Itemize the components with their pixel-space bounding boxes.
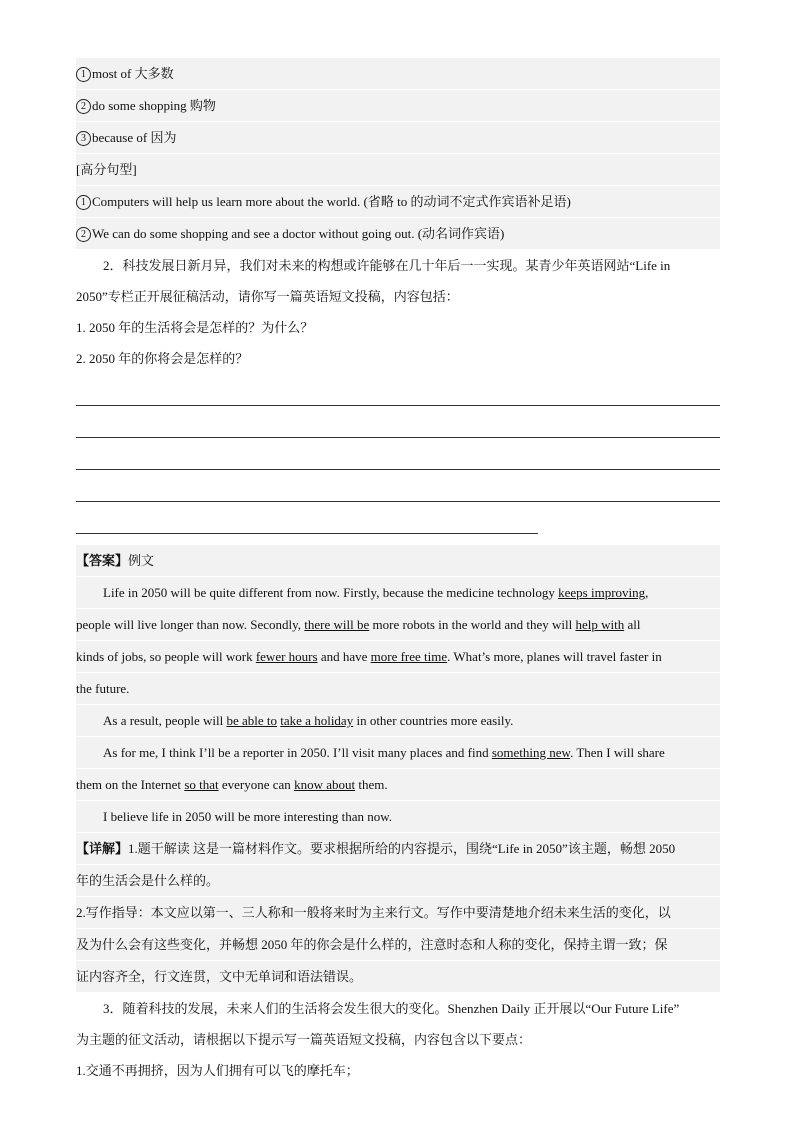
answer-text-line: kinds of jobs, so people will work fewer hours and have more free time. What’s more, planes will travel faster in (76, 641, 720, 673)
answer-text-line: As for me, I think I’ll be a reporter in 2050. I’ll visit many places and find something new. Then I will share (76, 737, 720, 769)
detail-line: 2.写作指导：本文应以第一、三人称和一般将来时为主来行文。写作中要清楚地介绍未来生活的变化，以 (76, 897, 720, 929)
writing-line[interactable] (76, 406, 720, 438)
circled-number: 1 (76, 195, 91, 210)
document-page (76, 58, 720, 1086)
circled-number: 2 (76, 227, 91, 242)
answer-text-line: people will live longer than now. Secondly, there will be more robots in the world and they will help with all (76, 609, 720, 641)
detail-line: 年的生活会是什么样的。 (76, 865, 720, 897)
answer-header: 【答案】例文 (76, 545, 720, 577)
circled-number: 3 (76, 131, 91, 146)
answer-text-line: As a result, people will be able to take a holiday in other countries more easily. (76, 705, 720, 737)
question-2-intro-cont: 2050”专栏正开展征稿活动，请你写一篇英语短文投稿，内容包括： (76, 289, 459, 304)
vocab-item: 1 most of 大多数 (76, 58, 720, 90)
sentences-header: [高分句型] (76, 154, 720, 186)
circled-number: 2 (76, 99, 91, 114)
sentence-item: 2 We can do some shopping and see a doctor without going out. (动名词作宾语) (76, 218, 720, 250)
detail-line: 证内容齐全，行文连贯，文中无单词和语法错误。 (76, 961, 720, 993)
answer-text-line: the future. (76, 673, 720, 705)
writing-line[interactable] (76, 502, 538, 534)
answer-text-line: I believe life in 2050 will be more interesting than now. (76, 801, 720, 833)
vocab-item: 3 because of 因为 (76, 122, 720, 154)
question-2-point: 1. 2050 年的生活将会是怎样的？为什么？ (76, 320, 314, 335)
question-2-point: 2. 2050 年的你将会是怎样的？ (76, 351, 249, 366)
detail-line: 及为什么会有这些变化，并畅想 2050 年的你会是什么样的，注意时态和人称的变化，保持主谓一致；保 (76, 929, 720, 961)
writing-line[interactable] (76, 438, 720, 470)
question-3-intro: 3．随着科技的发展，未来人们的生活将会发生很大的变化。Shenzhen Daily 正开展以“Our Future Life” (103, 1001, 680, 1016)
question-3-point: 1.交通不再拥挤，因为人们拥有可以飞的摩托车； (76, 1063, 359, 1078)
circled-number: 1 (76, 67, 91, 82)
question-2-intro: 2．科技发展日新月异，我们对未来的构想或许能够在几十年后一一实现。某青少年英语网站“Life in (103, 258, 671, 273)
writing-line[interactable] (76, 470, 720, 502)
answer-text-line: them on the Internet so that everyone can know about them. (76, 769, 720, 801)
detail-line: 【详解】1.题干解读 这是一篇材料作文。要求根据所给的内容提示，围绕“Life in 2050”该主题，畅想 2050 (76, 833, 720, 865)
question-3-intro-cont: 为主题的征文活动，请根据以下提示写一篇英语短文投稿，内容包含以下要点： (76, 1032, 532, 1047)
writing-line[interactable] (76, 374, 720, 406)
answer-text-line: Life in 2050 will be quite different from now. Firstly, because the medicine technology keeps improving, (76, 577, 720, 609)
vocab-item: 2 do some shopping 购物 (76, 90, 720, 122)
sentence-item: 1 Computers will help us learn more about the world. (省略 to 的动词不定式作宾语补足语) (76, 186, 720, 218)
